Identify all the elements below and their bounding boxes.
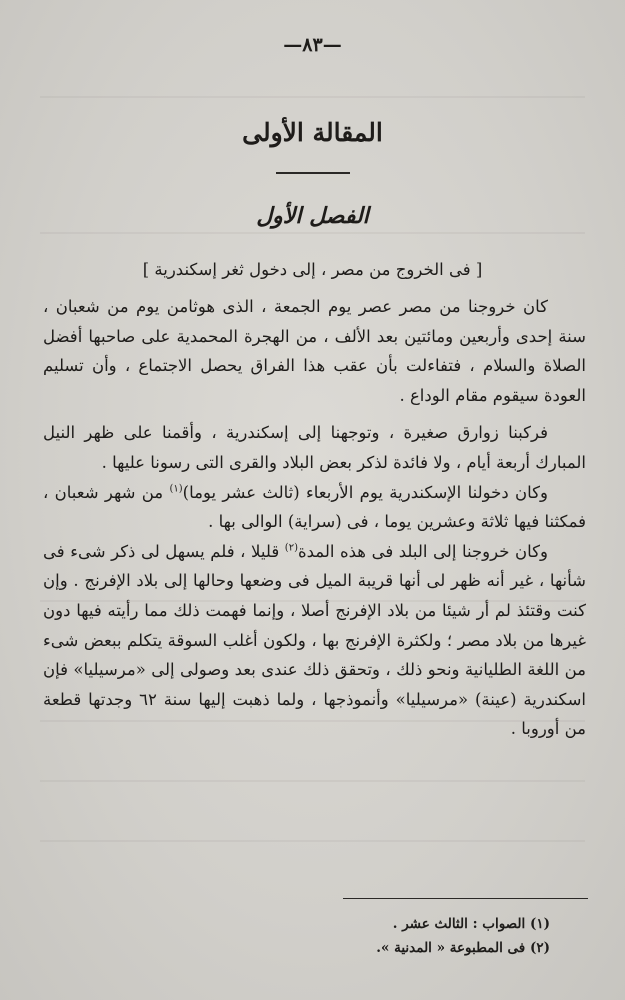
footnote-divider bbox=[343, 898, 588, 899]
title-divider bbox=[276, 172, 350, 174]
section-subtitle: [ فى الخروج من مصر ، إلى دخول ثغر إسكندرية ] bbox=[142, 260, 483, 279]
paragraph-city bbox=[43, 537, 586, 744]
bleed-through-line bbox=[40, 840, 585, 842]
bleed-through-line bbox=[40, 96, 585, 98]
paragraph-arrival bbox=[43, 478, 586, 537]
footnote-mark-1: (١) bbox=[169, 483, 183, 495]
paragraph-city-end: قليلا ، فلم يسهل لى ذكر شىء فى شأنها ، غير أنه ظهر لى أنها قريبة الميل فى وضعها وحالها إلى بلاد الإفرنج . وإن كنت وقتئذ لم أر شيئا من بلاد الإفرنج أصلا ، وإنما فهمت ذلك مما رأيته فيها دون غيرها من بلاد مصر ؛ ولكثرة الإفرنج بها ، ولكون أغلب السوقة يتكلم ببعض شىء من اللغة الطليانية ونحو ذلك ، وتحقق ذلك عندى بعد وصولى إلى «مرسيليا» فإن اسكندرية (عينة) «مرسيليا» وأنموذجها ، ولما ذهبت إليها سنة ٦٢ وجدتها قطعة من أوروبا . bbox=[43, 541, 586, 739]
bleed-through-line bbox=[40, 780, 585, 782]
footnotes bbox=[300, 912, 550, 960]
paragraph-boats: فركبنا زوارق صغيرة ، وتوجهنا إلى إسكندرية ، وأقمنا على ظهر النيل المبارك أربعة أيام ، ولا فائدة لذكر بعض البلاد والقرى التى رسونا عليها . bbox=[43, 423, 586, 472]
paragraph-city-start: وكان خروجنا إلى البلد فى هذه المدة bbox=[297, 541, 548, 561]
chapter-title: المقالة الأولى bbox=[242, 118, 383, 147]
section-title: الفصل الأول bbox=[256, 203, 369, 229]
body-text bbox=[43, 292, 586, 744]
paragraph-arrival-end: من شهر شعبان ، فمكثنا فيها ثلاثة وعشرين يوما ، فى (سراية) الوالى بها . bbox=[43, 482, 586, 532]
footnote-1: (١) الصواب : الثالث عشر . bbox=[392, 916, 550, 932]
footnote-mark-2: (٢) bbox=[284, 542, 298, 554]
footnote-2: (٢) فى المطبوعة « المدنية ». bbox=[376, 940, 550, 956]
paragraph-departure: كان خروجنا من مصر عصر يوم الجمعة ، الذى هوثامن يوم من شعبان ، سنة إحدى وأربعين ومائتين بعد الألف ، من الهجرة المحمدية على صاحبها أفضل الصلاة والسلام ، فتفاءلت بأن عقب هذا الفراق يحصل الاجتماع ، وأن تسليم العودة سيقوم مقام الوداع . bbox=[43, 297, 586, 405]
bleed-through-line bbox=[40, 232, 585, 234]
paragraph-arrival-start: وكان دخولنا الإسكندرية يوم الأربعاء (ثالث عشر يوما) bbox=[182, 482, 548, 502]
page-number: —٨٣— bbox=[283, 34, 342, 56]
